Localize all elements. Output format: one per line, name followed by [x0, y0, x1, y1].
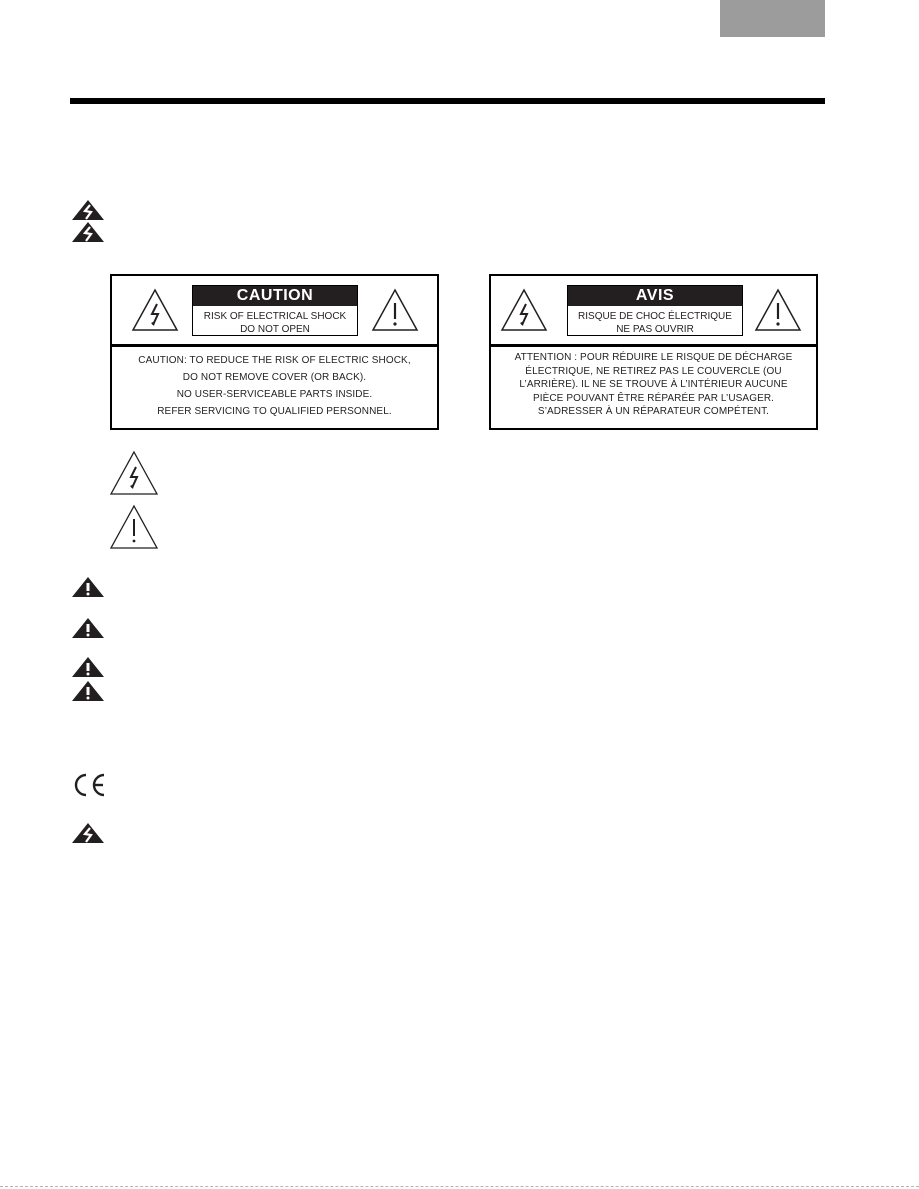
avis-sub-line-2: NE PAS OUVRIR: [616, 324, 694, 335]
lightning-triangle-icon: [500, 288, 548, 332]
caution-divider: [112, 344, 437, 347]
filled-warning-triangle-icon: [71, 656, 105, 678]
avis-label: [489, 274, 818, 430]
avis-body-line: ÉLECTRIQUE, NE RETIREZ PAS LE COUVERCLE (OU: [525, 365, 782, 377]
avis-body: [491, 348, 816, 428]
section-tab: [720, 0, 825, 37]
ce-mark-icon: [73, 773, 107, 797]
filled-lightning-triangle-icon: [71, 199, 105, 221]
lightning-triangle-icon: [109, 450, 159, 496]
avis-sub-line-1: RISQUE DE CHOC ÉLECTRIQUE: [578, 311, 732, 322]
page-bottom-rule: [0, 1186, 919, 1187]
avis-body-line: L’ARRIÈRE). IL NE SE TROUVE À L’INTÉRIEUR AUCUNE: [519, 379, 788, 390]
avis-body-line: PIÈCE POUVANT ÊTRE RÉPARÉE PAR L’USAGER.: [532, 392, 775, 404]
caution-banner: [192, 285, 358, 336]
caution-sub-line-2: DO NOT OPEN: [240, 324, 310, 335]
avis-body-line: S’ADRESSER À UN RÉPARATEUR COMPÉTENT.: [537, 406, 770, 417]
filled-warning-triangle-icon: [71, 576, 105, 598]
avis-banner: [567, 285, 743, 336]
avis-body-line: ATTENTION : POUR RÉDUIRE LE RISQUE DE DÉCHARGE: [514, 352, 793, 363]
exclamation-triangle-icon: [109, 504, 159, 550]
filled-lightning-triangle-icon: [71, 221, 105, 243]
caution-body-line: REFER SERVICING TO QUALIFIED PERSONNEL.: [157, 406, 392, 417]
filled-warning-triangle-icon: [71, 680, 105, 702]
caution-title: CAUTION: [193, 286, 357, 306]
caution-body-line: CAUTION: TO REDUCE THE RISK OF ELECTRIC SHOCK,: [138, 355, 411, 366]
avis-divider: [491, 344, 816, 347]
filled-warning-triangle-icon: [71, 617, 105, 639]
caution-label: [110, 274, 439, 430]
avis-title: AVIS: [568, 286, 742, 306]
header-rule: [70, 98, 825, 104]
caution-body-line: NO USER-SERVICEABLE PARTS INSIDE.: [176, 389, 373, 400]
exclamation-triangle-icon: [754, 288, 802, 332]
filled-lightning-triangle-icon: [71, 822, 105, 844]
exclamation-triangle-icon: [371, 288, 419, 332]
caution-sub-line-1: RISK OF ELECTRICAL SHOCK: [203, 311, 347, 322]
caution-body-line: DO NOT REMOVE COVER (OR BACK).: [182, 372, 367, 383]
caution-body: [112, 348, 437, 428]
lightning-triangle-icon: [131, 288, 179, 332]
